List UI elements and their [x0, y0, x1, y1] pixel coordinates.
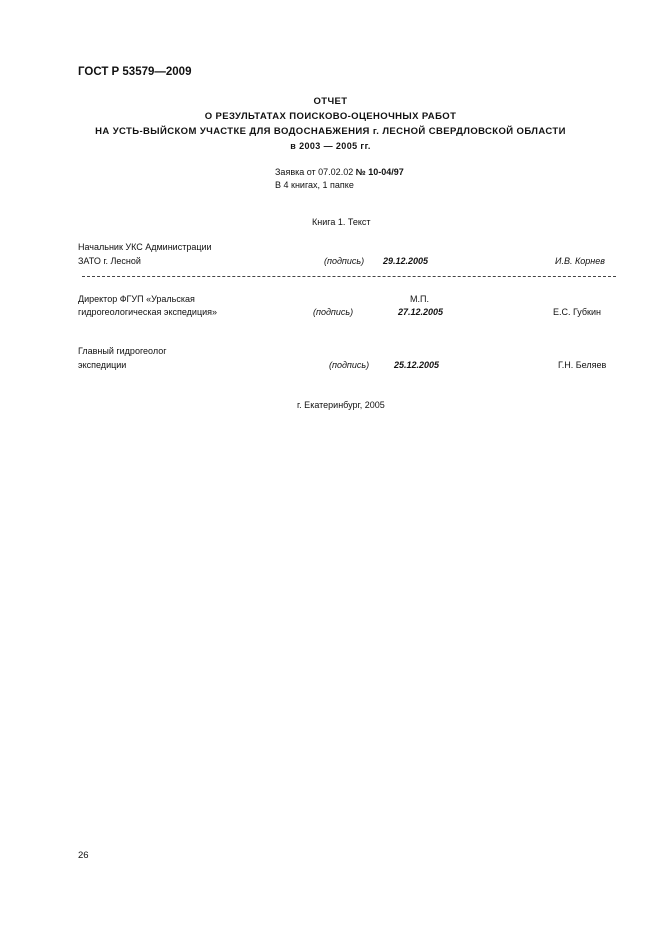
request-line [275, 167, 404, 177]
signer-3-name: Г.Н. Беляев [558, 360, 607, 370]
standard-code: ГОСТ Р 53579—2009 [78, 66, 192, 78]
report-subtitle-line1: О РЕЗУЛЬТАТАХ ПОИСКОВО-ОЦЕНОЧНЫХ РАБОТ [204, 111, 457, 122]
request-prefix: Заявка от 07.02.02 [275, 167, 356, 177]
report-period: в 2003 — 2005 гг. [290, 141, 371, 151]
signer-1-position-line1: Начальник УКС Администрации [78, 242, 212, 252]
signer-2-signature: (подпись) [313, 307, 354, 317]
report-title: ОТЧЕТ [313, 96, 348, 107]
books-count: В 4 книгах, 1 папке [275, 180, 354, 190]
divider-line [82, 276, 616, 277]
signer-3-position-line1: Главный гидрогеолог [78, 346, 167, 356]
signer-3-date: 25.12.2005 [394, 360, 440, 370]
seal-mark: М.П. [410, 294, 429, 304]
signer-1-signature: (подпись) [324, 256, 365, 266]
signer-1-date: 29.12.2005 [383, 256, 429, 266]
place-year: г. Екатеринбург, 2005 [297, 400, 385, 410]
signer-2-position-line2: гидрогеологическая экспедиция» [78, 307, 217, 317]
request-number: № 10-04/97 [355, 167, 404, 177]
signer-3-position-line2: экспедиции [78, 360, 127, 370]
book-label: Книга 1. Текст [312, 217, 371, 227]
page-number: 26 [78, 850, 89, 861]
signer-1-position-line2: ЗАТО г. Лесной [78, 256, 141, 266]
signer-2-name: Е.С. Губкин [553, 307, 601, 317]
signer-3-signature: (подпись) [329, 360, 370, 370]
report-subtitle-line2: НА УСТЬ-ВЫЙСКОМ УЧАСТКЕ ДЛЯ ВОДОСНАБЖЕНИЯ г. ЛЕСНОЙ СВЕРДЛОВСКОЙ ОБЛАСТИ [95, 126, 566, 137]
signer-2-position-line1: Директор ФГУП «Уральская [78, 294, 195, 304]
signer-2-date: 27.12.2005 [398, 307, 444, 317]
signer-1-name: И.В. Корнев [555, 256, 605, 266]
